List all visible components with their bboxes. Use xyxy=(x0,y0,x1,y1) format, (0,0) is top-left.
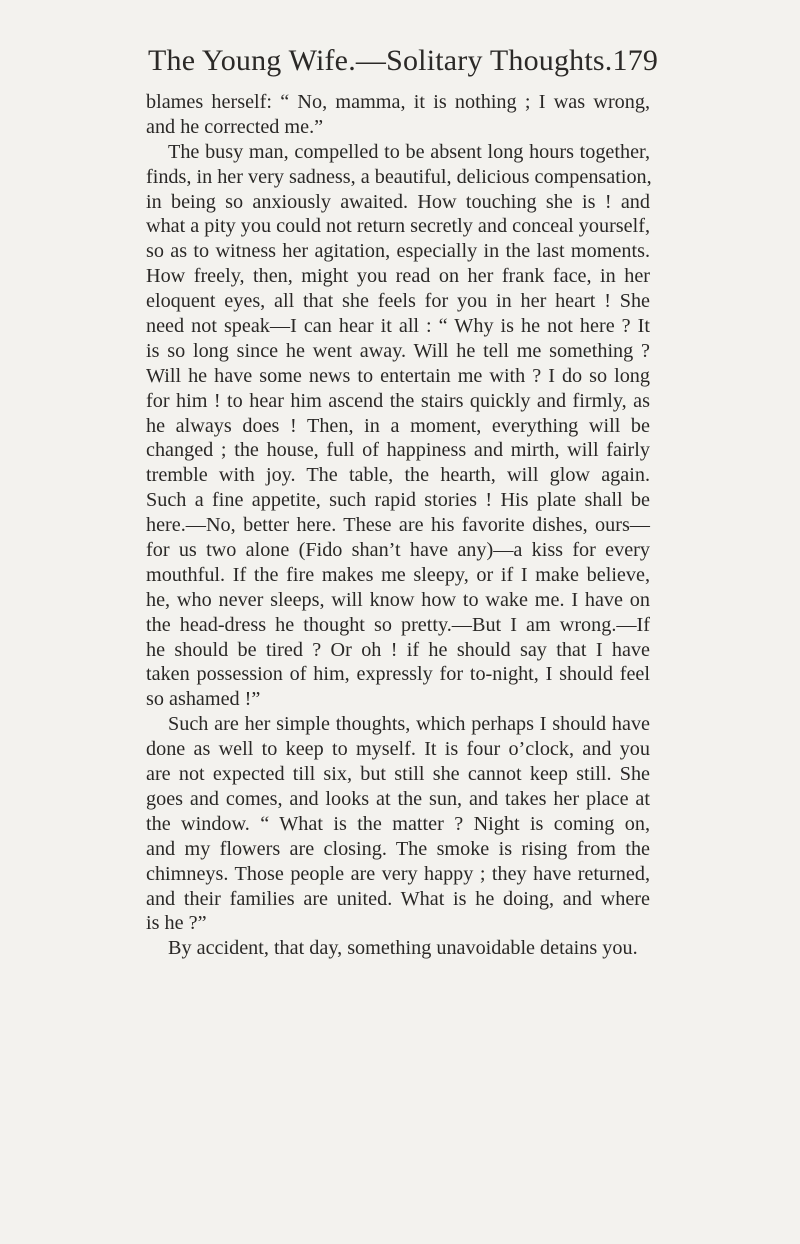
text-line: in being so anxiously awaited. How touching she is ! and xyxy=(146,190,650,213)
text-line: The busy man, compelled to be absent long hours together, xyxy=(168,140,650,163)
text-line: he should be tired ? Or oh ! if he should say that I have xyxy=(146,638,650,661)
text-line: and my flowers are closing. The smoke is rising from the xyxy=(146,837,650,860)
body-text xyxy=(146,90,650,961)
text-line: goes and comes, and looks at the sun, and takes her place at xyxy=(146,787,650,810)
text-line: need not speak—I can hear it all : “ Why is he not here ? It xyxy=(146,315,650,338)
text-line: changed ; the house, full of happiness and mirth, will fairly xyxy=(146,439,650,462)
text-line: Such are her simple thoughts, which perhaps I should have xyxy=(168,713,650,736)
page-header-title: The Young Wife.—Solitary Thoughts. xyxy=(148,44,613,77)
text-line: and he corrected me.” xyxy=(146,115,324,138)
text-line: so as to witness her agitation, especially in the last moments. xyxy=(146,240,650,263)
text-line: blames herself: “ No, mamma, it is nothing ; I was wrong, xyxy=(146,91,650,113)
text-line: mouthful. If the fire makes me sleepy, or if I make believe, xyxy=(146,563,650,586)
text-line: for us two alone (Fido shan’t have any)—a kiss for every xyxy=(146,539,650,562)
text-line: the window. “ What is the matter ? Night is coming on, xyxy=(146,812,650,835)
text-line: the head-dress he thought so pretty.—But I am wrong.—If xyxy=(146,613,650,636)
page-number: 179 xyxy=(612,44,659,77)
text-line: what a pity you could not return secretly and conceal yourself, xyxy=(146,215,650,238)
text-line: How freely, then, might you read on her frank face, in her xyxy=(146,265,650,288)
text-line: is so long since he went away. Will he tell me something ? xyxy=(146,339,650,362)
text-line: taken possession of him, expressly for to-night, I should feel xyxy=(146,663,650,686)
text-line: done as well to keep to myself. It is four o’clock, and you xyxy=(146,738,650,761)
text-line: he, who never sleeps, will know how to wake me. I have on xyxy=(146,588,650,611)
text-line: Will he have some news to entertain me with ? I do so long xyxy=(146,364,650,387)
text-line: finds, in her very sadness, a beautiful, delicious compensation, xyxy=(146,165,652,188)
text-line: Such a fine appetite, such rapid stories ! His plate shall be xyxy=(146,489,650,512)
text-line: eloquent eyes, all that she feels for you in her heart ! She xyxy=(146,290,650,313)
text-line: so ashamed !” xyxy=(146,688,261,711)
text-line: here.—No, better here. These are his favorite dishes, ours— xyxy=(146,514,650,537)
text-line: and their families are united. What is he doing, and where xyxy=(146,887,650,910)
text-line: he always does ! Then, in a moment, everything will be xyxy=(146,414,650,437)
text-line: is he ?” xyxy=(146,912,207,935)
text-line: are not expected till six, but still she cannot keep still. She xyxy=(146,763,650,786)
running-header xyxy=(148,44,659,78)
text-line: chimneys. Those people are very happy ; they have returned, xyxy=(146,862,650,885)
text-line: tremble with joy. The table, the hearth, will glow again. xyxy=(146,464,650,487)
text-line: for him ! to hear him ascend the stairs quickly and firmly, as xyxy=(146,389,650,412)
text-line: By accident, that day, something unavoidable detains you. xyxy=(168,937,638,960)
